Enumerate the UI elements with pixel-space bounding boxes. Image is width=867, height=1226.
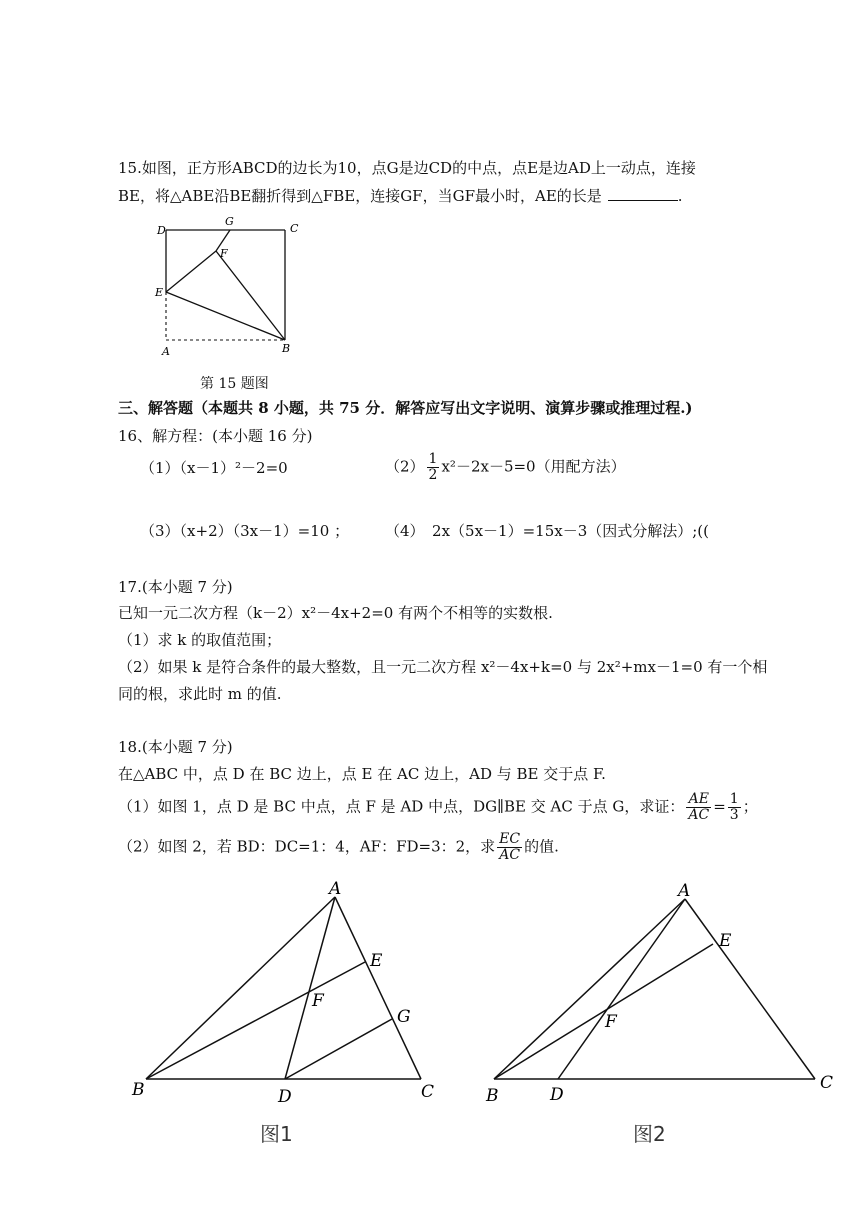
fig15-label-B: B (282, 342, 291, 355)
fig2-label-A: A (678, 881, 691, 901)
fig15-label-A: A (162, 345, 170, 358)
q18-line3-text: （2）如图 2，若 BD：DC=1：4，AF：FD=3：2，求 (118, 837, 496, 856)
fraction-one-third (728, 792, 741, 823)
fig2-label-E: E (719, 931, 732, 951)
q15-line1: 15.如图，正方形ABCD的边长为10，点G是边CD的中点，点E是边AD上一动点，连接 (118, 159, 696, 177)
fraction-ec-ac (497, 832, 522, 863)
q16-part2-text: x²－2x－5=0（用配方法） (441, 457, 626, 476)
fig2-label-B: B (486, 1086, 499, 1106)
fig1-label-F: F (312, 991, 324, 1011)
section3-heading: 三、解答题（本题共 8 小题，共 75 分．解答应写出文字说明、演算步骤或推理过程.) (118, 399, 693, 417)
frac-num: 1 (428, 451, 438, 467)
fig1-label-D: D (278, 1087, 292, 1107)
q18-line3-end: 的值. (524, 837, 559, 856)
fig1-label-C: C (421, 1082, 435, 1102)
frac-num: EC (499, 831, 521, 847)
q17-line3: （2）如果 k 是符合条件的最大整数，且一元二次方程 x²－4x+k=0 与 2x²+mx－1=0 有一个相 (118, 658, 768, 676)
q15-period: . (677, 187, 683, 205)
q18-line3 (118, 832, 559, 863)
fig15-label-C: C (290, 222, 299, 235)
fig1-label-B: B (132, 1080, 145, 1100)
q17-line4: 同的根，求此时 m 的值. (118, 685, 282, 703)
frac-den: AC (499, 847, 521, 863)
frac-den: 3 (729, 807, 739, 823)
q16-part2-prefix: （2） (385, 457, 425, 476)
fraction-ae-ac (686, 792, 711, 823)
fig2-label-F: F (605, 1012, 617, 1032)
q16-heading: 16、解方程：(本小题 16 分) (118, 427, 313, 445)
q16-part1: （1）（x－1）²－2=0 (140, 459, 288, 477)
q18-figure1 (120, 880, 450, 1110)
q17-line1: 已知一元二次方程（k－2）x²－4x+2=0 有两个不相等的实数根. (118, 604, 553, 622)
q16-part4: （4） 2x（5x－1）=15x－3（因式分解法）;(( (385, 522, 710, 540)
frac-den: 2 (428, 467, 438, 483)
answer-blank (608, 188, 678, 201)
frac-num: AE (686, 792, 711, 808)
q16-part3: （3）（x+2）（3x－1）=10 ； (140, 522, 350, 540)
fig15-label-D: D (157, 224, 166, 237)
q17-line2: （1）求 k 的取值范围； (118, 631, 282, 649)
q18-heading: 18.(本小题 7 分) (118, 738, 233, 756)
frac-den: AC (688, 807, 710, 823)
figure2-caption: 图2 (633, 1122, 666, 1146)
q17-heading: 17.(本小题 7 分) (118, 578, 233, 596)
q15-line2 (118, 186, 683, 206)
fig1-label-G: G (397, 1007, 411, 1027)
fig15-label-E: E (155, 286, 164, 299)
q18-line2-text: （1）如图 1，点 D 是 BC 中点，点 F 是 AD 中点，DG∥BE 交 AC 于点 G，求证： (118, 797, 685, 816)
q18-line1: 在△ABC 中，点 D 在 BC 边上，点 E 在 AC 边上，AD 与 BE 交于点 F. (118, 765, 606, 783)
fig15-label-G: G (225, 215, 234, 228)
q15-figure-caption: 第 15 题图 (200, 376, 269, 392)
q16-part2 (385, 452, 626, 483)
equals-sign: = (713, 797, 726, 816)
q18-line2 (118, 792, 758, 823)
q16-part2-fraction (427, 452, 440, 483)
fig1-label-E: E (370, 951, 383, 971)
semicolon: ； (742, 797, 758, 816)
q15-figure (150, 215, 320, 365)
fig2-label-C: C (820, 1073, 834, 1093)
fig1-label-A: A (329, 879, 342, 899)
fig2-label-D: D (550, 1085, 564, 1105)
q18-figure2 (480, 880, 840, 1110)
q15-line2-text: BE，将△ABE沿BE翻折得到△FBE，连接GF，当GF最小时，AE的长是 (118, 187, 602, 205)
figure1-caption: 图1 (260, 1122, 293, 1146)
fig15-label-F: F (220, 247, 228, 260)
frac-num: 1 (729, 791, 739, 807)
